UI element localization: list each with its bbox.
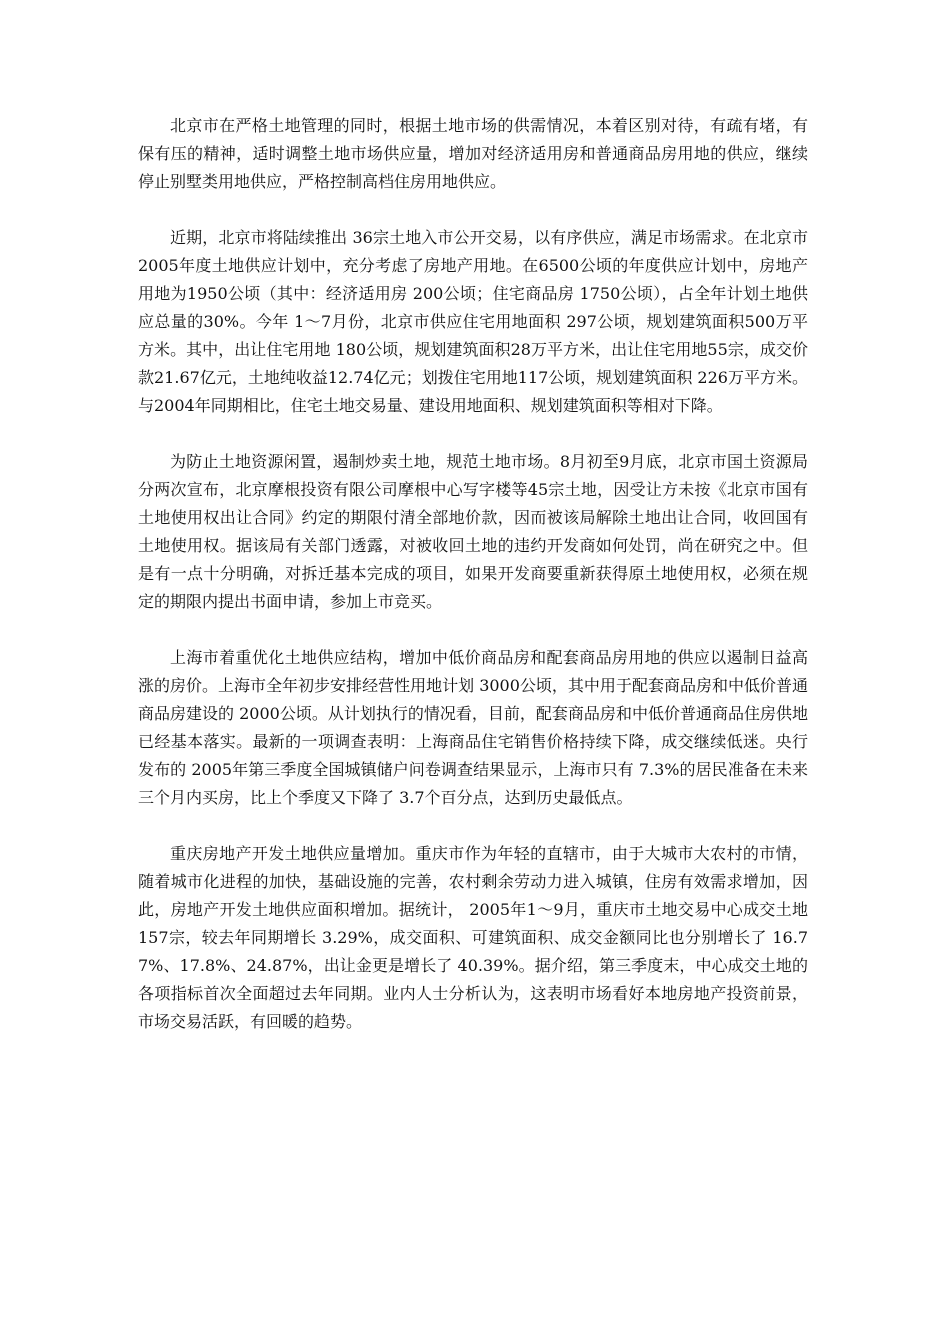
document-body: [138, 112, 808, 1064]
paragraph-shanghai-land-structure: 上海市着重优化土地供应结构，增加中低价商品房和配套商品房用地的供应以遏制日益高涨的房价。上海市全年初步安排经营性用地计划 3000公顷，其中用于配套商品房和中低价普通商品房建设的 2000公顷。从计划执行的情况看，目前，配套商品房和中低价普通商品住房供地已经基本落实。最新的一项调查表明：上海商品住宅销售价格持续下降，成交继续低迷。央行发布的 2005年第三季度全国城镇储户问卷调查结果显示，上海市只有 7.3%的居民准备在未来三个月内买房，比上个季度又下降了 3.7个百分点，达到历史最低点。: [138, 648, 808, 807]
paragraph-idle-land-recovery: 为防止土地资源闲置，遏制炒卖土地，规范土地市场。8月初至9月底，北京市国土资源局分两次宣布，北京摩根投资有限公司摩根中心写字楼等45宗土地，因受让方未按《北京市国有土地使用权出让合同》约定的期限付清全部地价款，因而被该局解除土地出让合同，收回国有土地使用权。据该局有关部门透露，对被收回土地的违约开发商如何处罚，尚在研究之中。但是有一点十分明确，对拆迁基本完成的项目，如果开发商要重新获得原土地使用权，必须在规定的期限内提出书面申请，参加上市竞买。: [138, 452, 808, 611]
paragraph-chongqing-land-supply: 重庆房地产开发土地供应量增加。重庆市作为年轻的直辖市，由于大城市大农村的市情，随着城市化进程的加快，基础设施的完善，农村剩余劳动力进入城镇，住房有效需求增加，因此，房地产开发土地供应面积增加。据统计， 2005年1～9月，重庆市土地交易中心成交土地 157宗，较去年同期增长 3.29%，成交面积、可建筑面积、成交金额同比也分别增长了 16.77%、17.8%、24.87%，出让金更是增长了 40.39%。据介绍，第三季度末，中心成交土地的各项指标首次全面超过去年同期。业内人士分析认为，这表明市场看好本地房地产投资前景，市场交易活跃，有回暖的趋势。: [138, 844, 808, 1031]
paragraph-beijing-land-supply: 近期，北京市将陆续推出 36宗土地入市公开交易，以有序供应，满足市场需求。在北京市 2005年度土地供应计划中，充分考虑了房地产用地。在6500公顷的年度供应计划中，房地产用地为1950公顷（其中：经济适用房 200公顷；住宅商品房 1750公顷），占全年计划土地供应总量的30%。今年 1～7月份，北京市供应住宅用地面积 297公顷，规划建筑面积500万平方米。其中，出让住宅用地 180公顷，规划建筑面积28万平方米，出让住宅用地55宗，成交价款21.67亿元，土地纯收益12.74亿元；划拨住宅用地117公顷，规划建筑面积 226万平方米。与2004年同期相比，住宅土地交易量、建设用地面积、规划建筑面积等相对下降。: [138, 228, 808, 415]
paragraph-beijing-land-policy: 北京市在严格土地管理的同时，根据土地市场的供需情况，本着区别对待，有疏有堵，有保有压的精神，适时调整土地市场供应量，增加对经济适用房和普通商品房用地的供应，继续停止别墅类用地供应，严格控制高档住房用地供应。: [138, 116, 808, 191]
